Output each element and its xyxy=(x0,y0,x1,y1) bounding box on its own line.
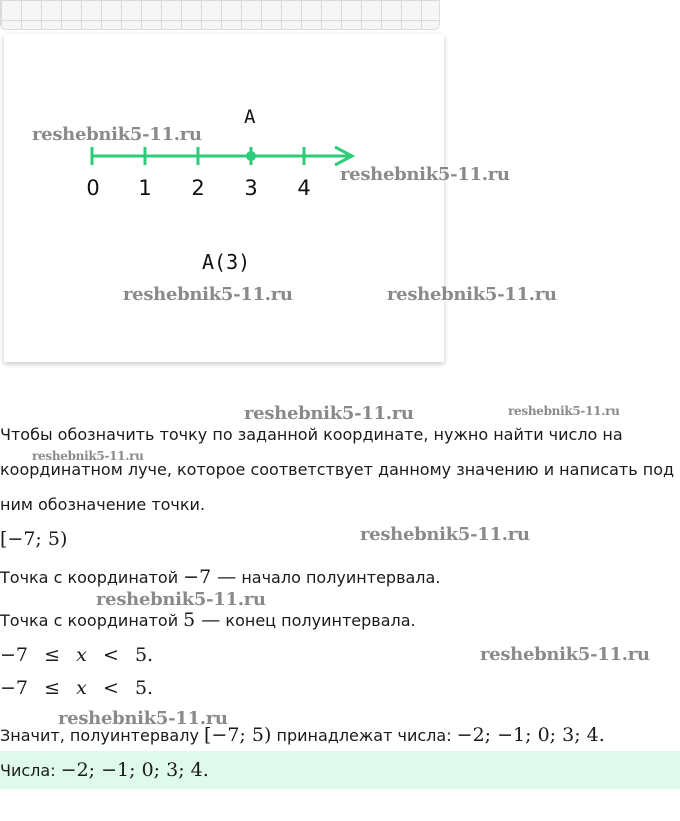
end-point-line xyxy=(0,609,416,631)
explanation-line-1: Чтобы обозначить точку по заданной координате, нужно найти число на xyxy=(0,425,623,444)
point-a-label: A xyxy=(244,106,256,128)
watermark: reshebnik5-11.ru xyxy=(123,284,293,305)
conclusion-prefix: Значит, полуинтервалу xyxy=(0,726,205,745)
answer-line xyxy=(0,759,209,781)
tick-label-2: 2 xyxy=(191,176,205,200)
tick-label-0: 0 xyxy=(86,176,100,200)
watermark: reshebnik5-11.ru xyxy=(340,164,510,185)
watermark: reshebnik5-11.ru xyxy=(58,708,228,729)
inequality-left: −7 xyxy=(0,677,29,699)
start-point-suffix: начало полуинтервала. xyxy=(236,568,441,587)
start-point-value: −7 — xyxy=(183,566,237,588)
conclusion-numbers: −2; −1; 0; 3; 4. xyxy=(456,724,605,746)
end-point-value: 5 — xyxy=(183,609,221,631)
figure-card xyxy=(4,34,444,362)
point-a-dot xyxy=(246,151,256,161)
inequality-line-2 xyxy=(0,677,153,699)
inequality-rel-1: ≤ xyxy=(44,677,61,699)
conclusion-line xyxy=(0,724,605,746)
inequality-left: −7 xyxy=(0,644,29,666)
start-point-prefix: Точка с координатой xyxy=(0,568,184,587)
explanation-line-3: ним обозначение точки. xyxy=(0,495,206,514)
tick-label-3: 3 xyxy=(244,176,258,200)
watermark: reshebnik5-11.ru xyxy=(480,644,650,665)
watermark: reshebnik5-11.ru xyxy=(96,589,266,610)
inequality-var: x xyxy=(76,677,87,699)
coordinate-ray xyxy=(4,34,444,362)
answer-box xyxy=(0,751,680,789)
watermark: reshebnik5-11.ru xyxy=(387,284,557,305)
start-point-line xyxy=(0,566,440,588)
watermark: reshebnik5-11.ru xyxy=(360,524,530,545)
tick-label-1: 1 xyxy=(138,176,152,200)
answer-prefix: Числа: xyxy=(0,761,61,780)
notebook-grid-strip xyxy=(0,0,440,30)
inequality-rel-2: < xyxy=(102,677,119,699)
interval-notation: [−7; 5) xyxy=(0,528,68,550)
watermark: reshebnik5-11.ru xyxy=(32,449,144,463)
watermark: reshebnik5-11.ru xyxy=(244,403,414,424)
end-point-prefix: Точка с координатой xyxy=(0,611,184,630)
inequality-right: 5. xyxy=(134,677,154,699)
conclusion-middle: принадлежат числа: xyxy=(271,726,457,745)
inequality-rel-1: ≤ xyxy=(44,644,61,666)
inequality-right: 5. xyxy=(134,644,154,666)
answer-numbers: −2; −1; 0; 3; 4. xyxy=(60,759,209,781)
watermark: reshebnik5-11.ru xyxy=(508,404,620,418)
end-point-suffix: конец полуинтервала. xyxy=(220,611,416,630)
inequality-line-1 xyxy=(0,644,153,666)
conclusion-interval: [−7; 5) xyxy=(204,724,272,746)
explanation-line-2: координатном луче, которое соответствует данному значению и написать под xyxy=(0,460,675,479)
watermark: reshebnik5-11.ru xyxy=(32,124,202,145)
inequality-var: x xyxy=(76,644,87,666)
tick-label-4: 4 xyxy=(297,176,311,200)
point-coordinate-label: A(3) xyxy=(202,250,251,274)
inequality-rel-2: < xyxy=(102,644,119,666)
